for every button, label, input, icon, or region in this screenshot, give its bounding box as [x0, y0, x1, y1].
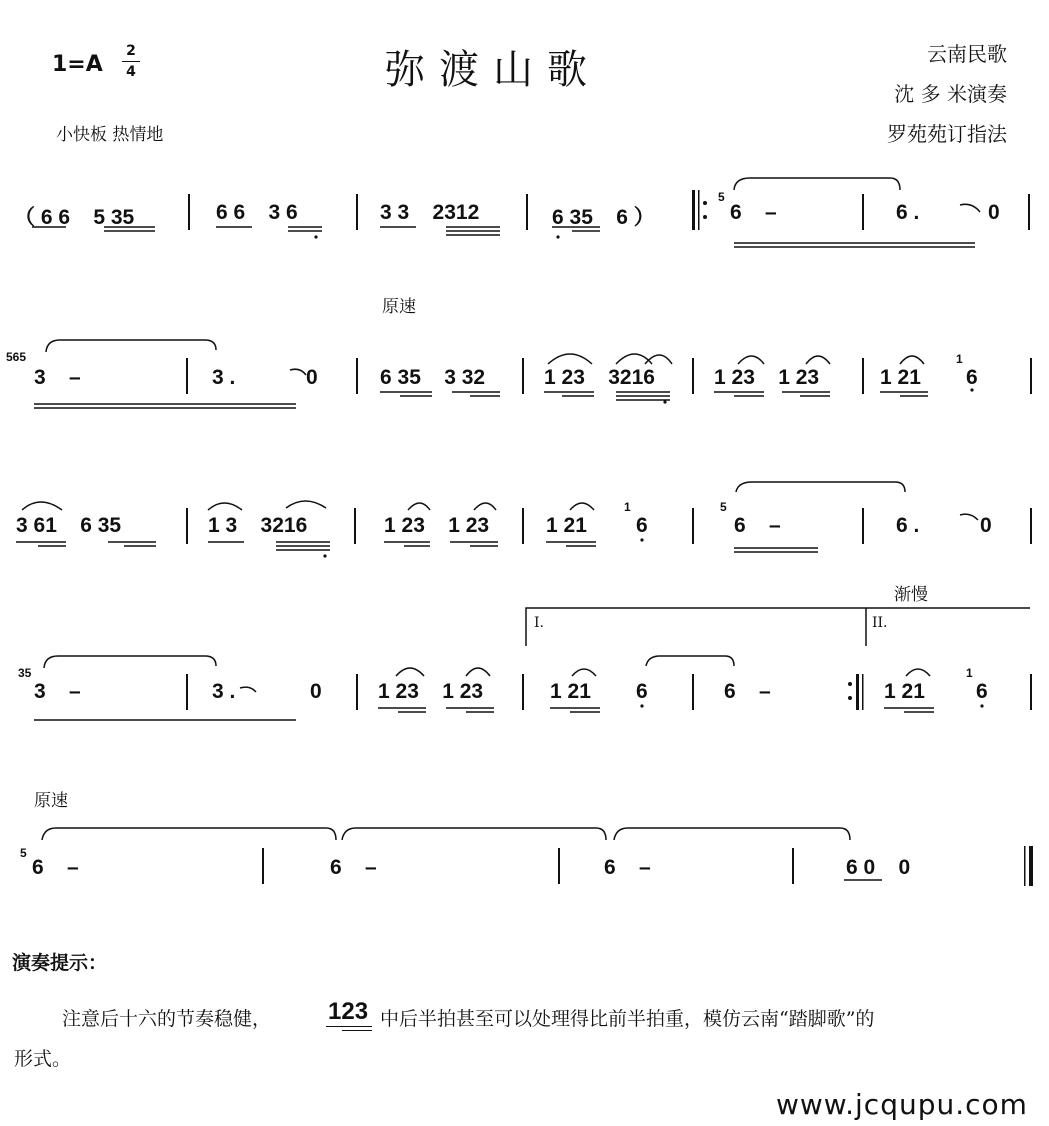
rest: 0	[980, 514, 992, 537]
grace-note: 5	[20, 846, 27, 860]
measure-1-2: 6 6 3 6	[216, 201, 298, 224]
tips-notes-underline	[326, 1026, 372, 1027]
tips-notes-123: 123	[328, 998, 369, 1025]
ending-first: I.	[534, 615, 544, 631]
credit-origin: 云南民歌	[927, 42, 1007, 66]
measure-4-7: 1 21	[884, 680, 925, 703]
grace-note: 1	[966, 666, 973, 680]
credit-performer: 沈 多 米演奏	[894, 82, 1007, 106]
watermark: www.jcqupu.com	[776, 1088, 1028, 1121]
measure-3-6: 6 –	[734, 514, 781, 537]
grace-note: 565	[6, 350, 27, 364]
tips-notes-underline	[342, 1030, 372, 1031]
credit-fingering: 罗苑苑订指法	[887, 122, 1007, 146]
tips-line-1-pre: 注意后十六的节奏稳健，	[62, 1008, 272, 1030]
grace-note: 5	[718, 190, 725, 204]
tips-line-1-post: 中后半拍甚至可以处理得比前半拍重，模仿云南“踏脚歌”的	[380, 1008, 875, 1030]
measure-5-4: 6 0 0	[846, 856, 911, 879]
measure-4-4: 1 21	[550, 680, 591, 703]
grace-note: 35	[18, 666, 32, 680]
measure-3-1: 3 61 6 35	[16, 514, 122, 537]
tips-heading: 演奏提示：	[12, 952, 108, 974]
tempo-mark: 渐慢	[894, 585, 928, 605]
measure-2-4: 1 23 3216	[544, 366, 655, 389]
measure-3-2: 1 3 3216	[208, 514, 308, 537]
measure-1-4: 6 35 6 ）	[552, 206, 655, 229]
page-title: 弥渡山歌	[385, 47, 601, 93]
tempo-mark: 原速	[382, 297, 416, 317]
time-sig-top: 2	[126, 43, 136, 59]
measure-1-6: 6 .	[896, 201, 920, 224]
measure-2-7: 6	[966, 366, 978, 389]
key-signature: 1=A	[52, 52, 103, 77]
measure-1-3: 3 3 2312	[380, 201, 480, 224]
grace-note: 1	[624, 500, 631, 514]
time-sig-bottom: 4	[126, 64, 136, 80]
measure-1-5: 6 –	[730, 201, 777, 224]
grace-note: 1	[956, 352, 963, 366]
measure-3-4: 1 21	[546, 514, 587, 537]
measure-2-3: 6 35 3 32	[380, 366, 486, 389]
tips-line-2: 形式。	[14, 1048, 72, 1070]
measure-5-3: 6 –	[604, 856, 651, 879]
rest: 0	[988, 201, 1000, 224]
measure-2-5: 1 23 1 23	[714, 366, 820, 389]
measure-3-3: 1 23 1 23	[384, 514, 490, 537]
rest: 0	[310, 680, 322, 703]
measure-2-2: 3 .	[212, 366, 236, 389]
grace-note: 5	[720, 500, 727, 514]
measure-4-2: 3 .	[212, 680, 236, 703]
ending-second: II.	[872, 615, 888, 631]
measure-4-1: 3 –	[34, 680, 81, 703]
tempo-marking: 小快板 热情地	[56, 125, 164, 145]
measure-2-1: 3 –	[34, 366, 81, 389]
measure-2-6: 1 21	[880, 366, 921, 389]
measure-4-8: 6	[976, 680, 988, 703]
tempo-mark: 原速	[34, 791, 68, 811]
measure-5-1: 6 –	[32, 856, 79, 879]
measure-3-5: 6	[636, 514, 648, 537]
measure-4-5: 6	[636, 680, 648, 703]
measure-3-7: 6 .	[896, 514, 920, 537]
measure-4-3: 1 23 1 23	[378, 680, 484, 703]
rest: 0	[306, 366, 318, 389]
measure-5-2: 6 –	[330, 856, 377, 879]
measure-1-1: （ 6 6 5 35	[14, 206, 135, 229]
measure-4-6: 6 –	[724, 680, 771, 703]
